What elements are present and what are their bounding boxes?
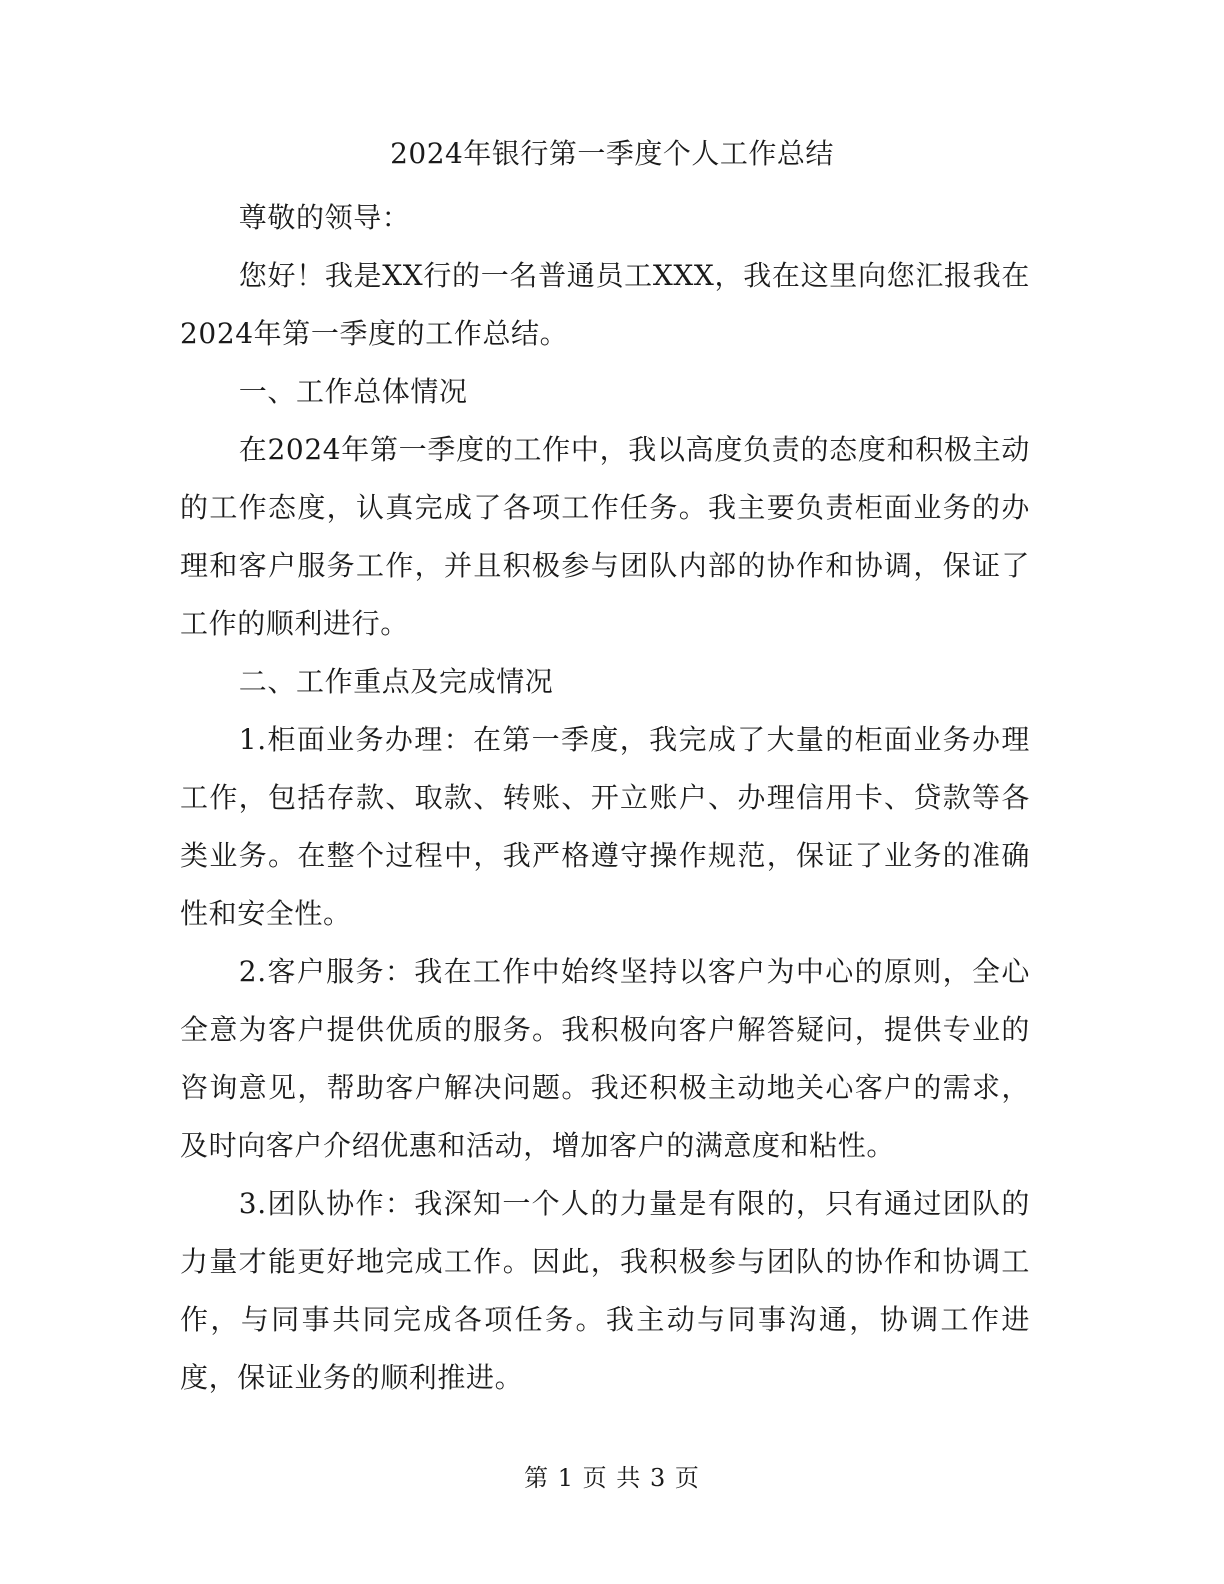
overall-paragraph: 在2024年第一季度的工作中，我以高度负责的态度和积极主动的工作态度，认真完成了各项工作任务。我主要负责柜面业务的办理和客户服务工作，并且积极参与团队内部的协作和协调，保证了工作的顺利进行。 [180, 433, 1030, 640]
salutation: 尊敬的领导： [238, 201, 411, 234]
page-number-footer: 第 1 页 共 3 页 [524, 1464, 700, 1492]
section-heading-focus: 二、工作重点及完成情况 [238, 665, 554, 698]
document-body [180, 189, 1030, 1407]
section-heading-overall: 一、工作总体情况 [238, 375, 468, 408]
item-counter-business: 1.柜面业务办理：在第一季度，我完成了大量的柜面业务办理工作，包括存款、取款、转账、开立账户、办理信用卡、贷款等各类业务。在整个过程中，我严格遵守操作规范，保证了业务的准确性和安全性。 [180, 723, 1030, 930]
item-team-collaboration: 3.团队协作：我深知一个人的力量是有限的，只有通过团队的力量才能更好地完成工作。因此，我积极参与团队的协作和协调工作，与同事共同完成各项任务。我主动与同事沟通，协调工作进度，保证业务的顺利推进。 [180, 1187, 1030, 1394]
item-customer-service: 2.客户服务：我在工作中始终坚持以客户为中心的原则，全心全意为客户提供优质的服务。我积极向客户解答疑问，提供专业的咨询意见，帮助客户解决问题。我还积极主动地关心客户的需求，及时向客户介绍优惠和活动，增加客户的满意度和粘性。 [180, 955, 1030, 1162]
document-title: 2024年银行第一季度个人工作总结 [390, 137, 834, 170]
greeting-paragraph: 您好！我是XX行的一名普通员工XXX，我在这里向您汇报我在2024年第一季度的工作总结。 [180, 259, 1030, 350]
